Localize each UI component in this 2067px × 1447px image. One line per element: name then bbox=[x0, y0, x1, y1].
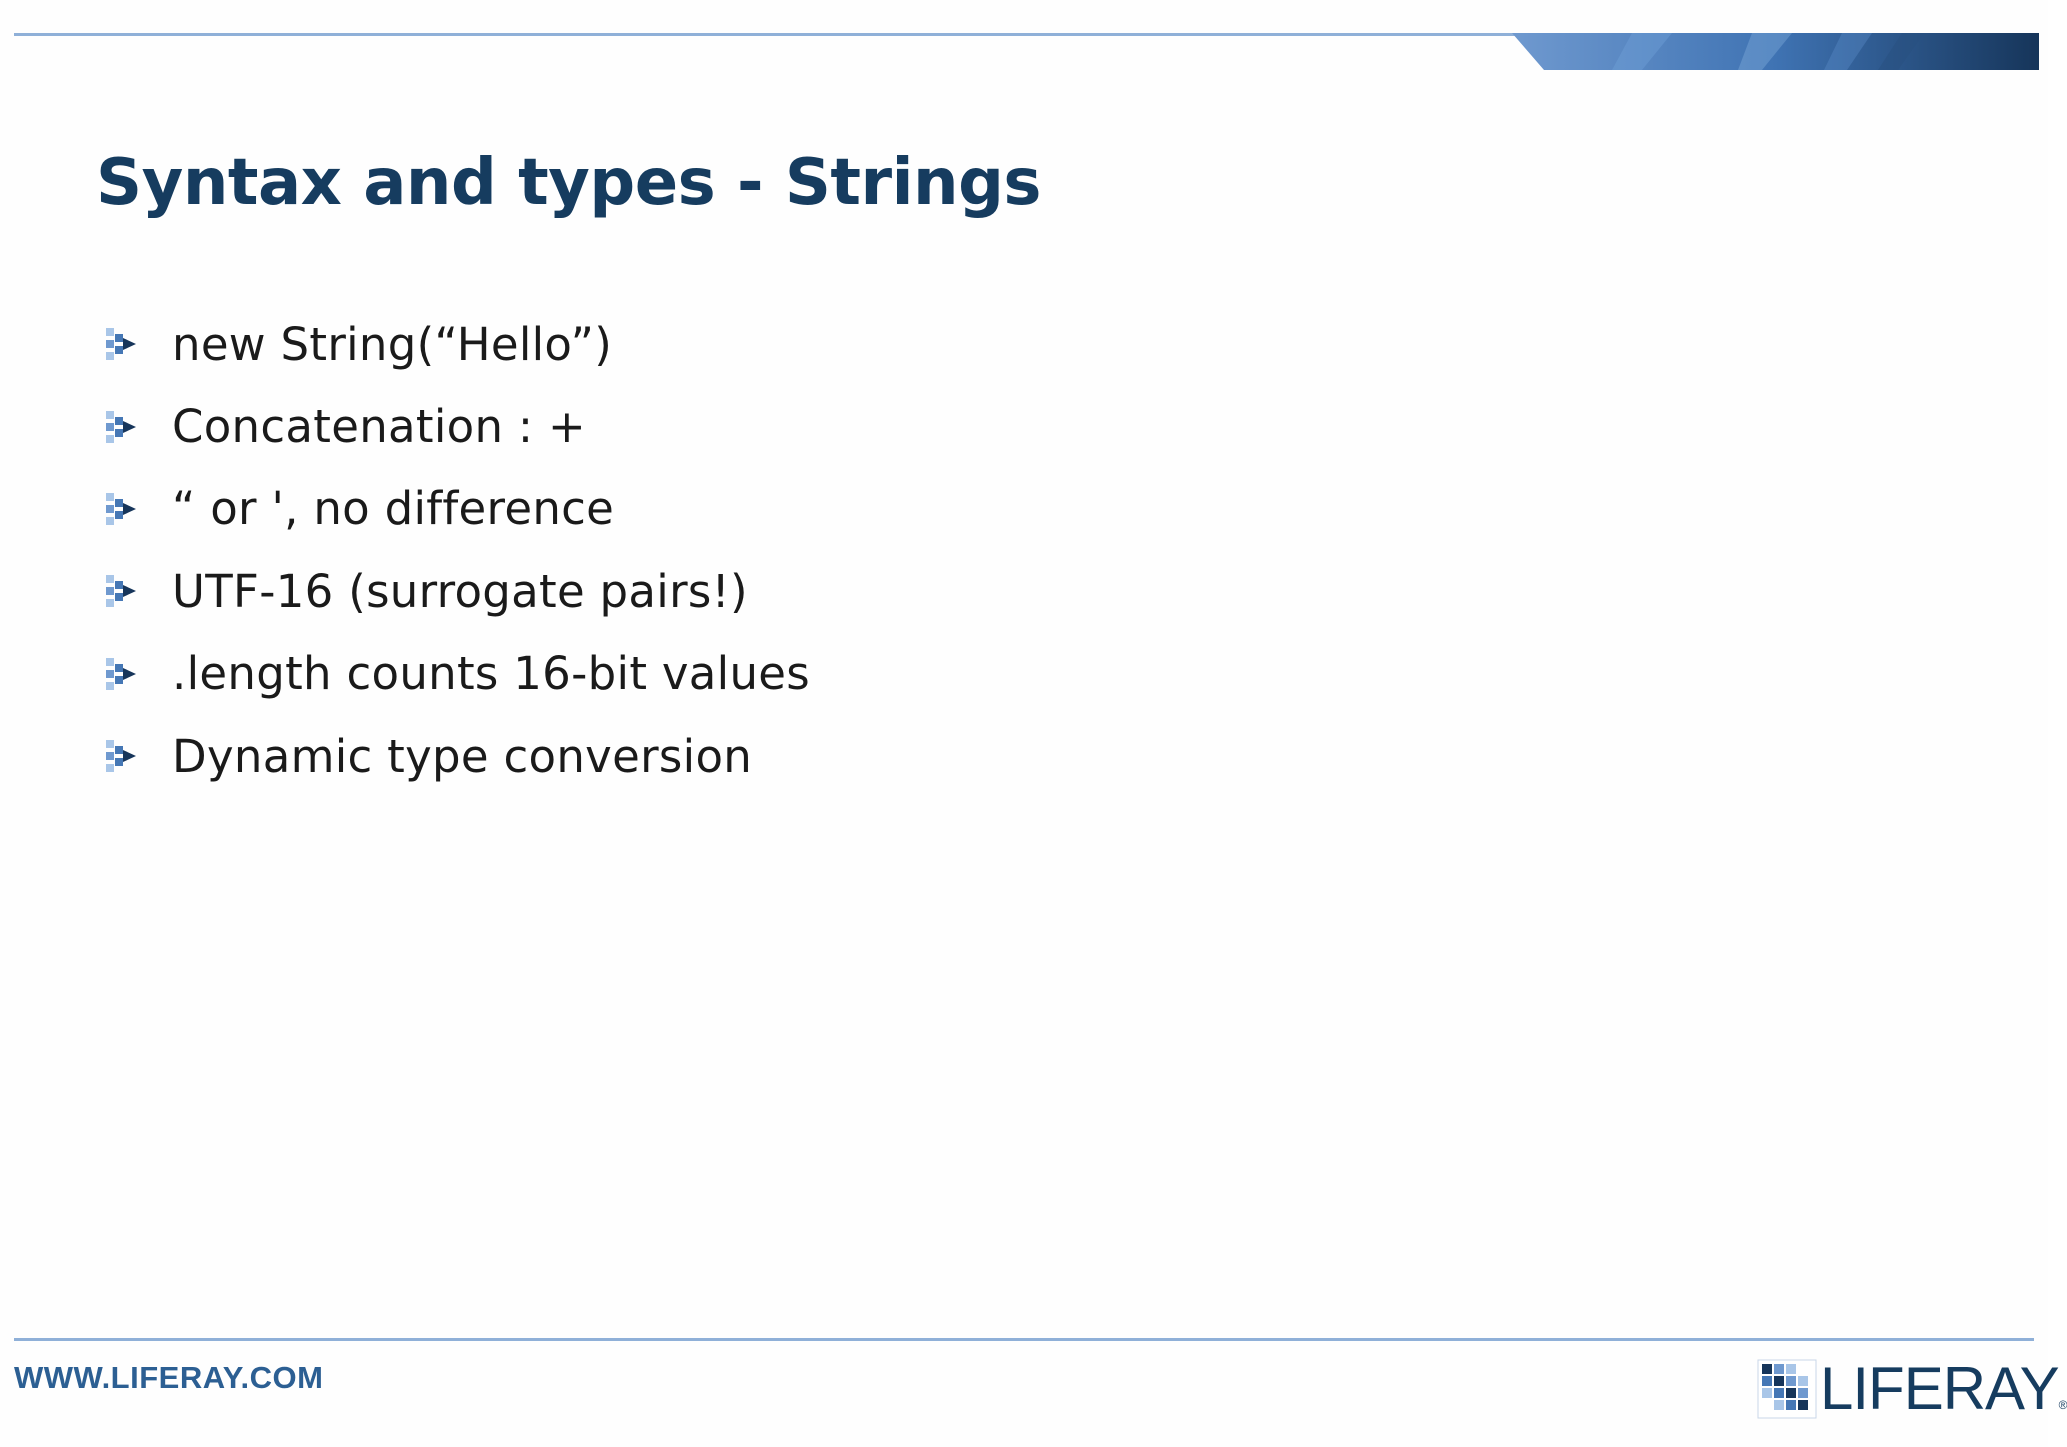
slide-title: Syntax and types - Strings bbox=[96, 146, 1041, 220]
bullet-item bbox=[104, 303, 810, 385]
chevron-bullet-icon bbox=[104, 326, 140, 362]
top-divider bbox=[14, 33, 1546, 36]
bullet-text: Concatenation : + bbox=[172, 400, 586, 454]
bullet-item bbox=[104, 468, 810, 550]
bullet-item bbox=[104, 385, 810, 467]
footer-url[interactable]: WWW.LIFERAY.COM bbox=[14, 1360, 324, 1395]
chevron-bullet-icon bbox=[104, 656, 140, 692]
bullet-list bbox=[104, 303, 810, 797]
bullet-text: “ or ', no difference bbox=[172, 482, 615, 536]
liferay-logo-icon bbox=[1758, 1360, 1816, 1418]
header-band bbox=[1512, 33, 2039, 70]
liferay-logo bbox=[1758, 1356, 2067, 1422]
bullet-text: Dynamic type conversion bbox=[172, 729, 753, 783]
chevron-bullet-icon bbox=[104, 491, 140, 527]
chevron-bullet-icon bbox=[104, 738, 140, 774]
bullet-text: new String(“Hello”) bbox=[172, 317, 613, 371]
bullet-item bbox=[104, 550, 810, 632]
bullet-item bbox=[104, 715, 810, 797]
logo-registered-mark: ® bbox=[2058, 1398, 2067, 1412]
footer-divider bbox=[14, 1338, 2034, 1341]
bullet-item bbox=[104, 633, 810, 715]
bullet-text: .length counts 16-bit values bbox=[172, 647, 811, 701]
chevron-bullet-icon bbox=[104, 573, 140, 609]
chevron-bullet-icon bbox=[104, 409, 140, 445]
logo-wordmark: LIFERAY bbox=[1820, 1355, 2059, 1422]
bullet-text: UTF-16 (surrogate pairs!) bbox=[172, 564, 748, 618]
